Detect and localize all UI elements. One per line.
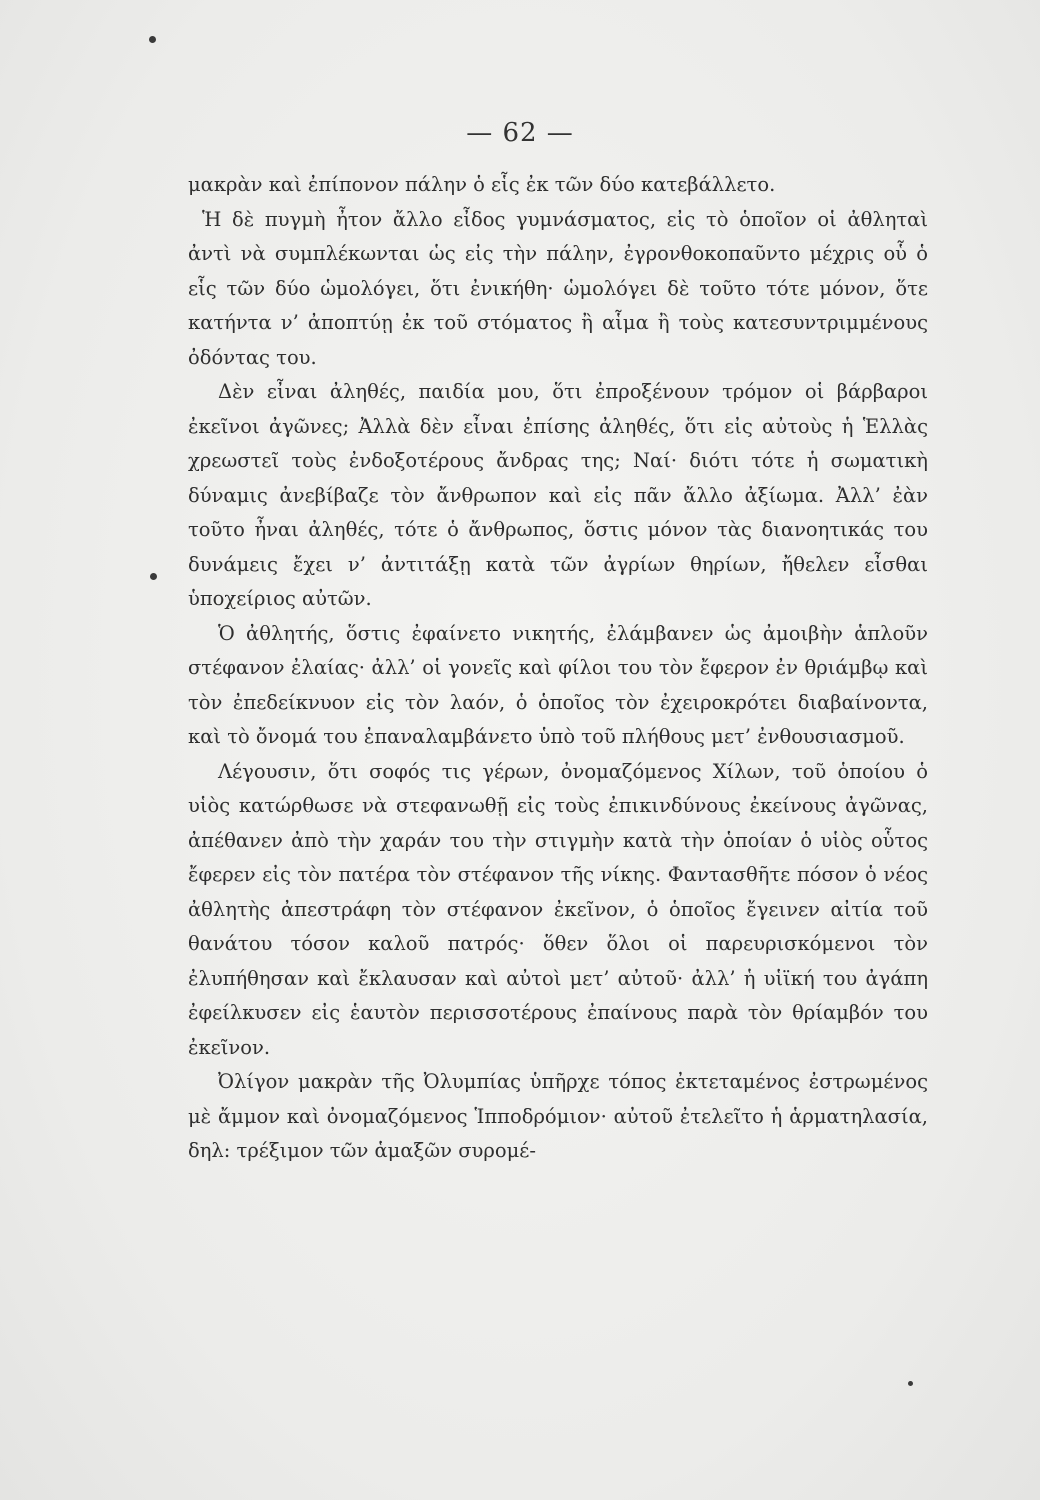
paragraph-1: μακρὰν καὶ ἐπίπονον πάλην ὁ εἷς ἐκ τῶν δύο κατεβάλλετο. [188,173,776,196]
margin-dot-middle [150,573,157,580]
paragraph-3: Δὲν εἶναι ἀληθές, παιδία μου, ὅτι ἐπροξένουν τρόμον οἱ βάρβαροι ἐκεῖνοι ἀγῶνες; Ἀλλὰ δὲν εἶναι ἐπίσης ἀληθές, ὅτι εἰς αὐτοὺς ἡ Ἑλλὰς χρεωστεῖ τοὺς ἐνδοξοτέρους ἄνδρας της; Ναί· διότι τότε ἡ σωματικὴ δύναμις ἀνεβίβαζε τὸν ἄνθρωπον καὶ εἰς πᾶν ἄλλο ἀξίωμα. Ἀλλ’ ἐὰν τοῦτο ἦναι ἀληθές, τότε ὁ ἄνθρωπος, ὅστις μόνον τὰς διανοητικάς του δυνάμεις ἔχει ν’ ἀντιτάξῃ κατὰ τῶν ἀγρίων θηρίων, ἤθελεν εἶσθαι ὑποχείριος αὐτῶν. [188,380,928,610]
page-number: — 62 — [466,118,574,148]
body-text [188,168,928,1169]
paragraph-2: Ἡ δὲ πυγμὴ ἦτον ἄλλο εἶδος γυμνάσματος, εἰς τὸ ὁποῖον οἱ ἀθληταὶ ἀντὶ νὰ συμπλέκωνται ὡς εἰς τὴν πάλην, ἐγρονθοκοπαῦντο μέχρις οὗ ὁ εἷς τῶν δύο ὡμολόγει, ὅτι ἐνικήθη· ὡμολόγει δὲ τοῦτο τότε μόνον, ὅτε κατήντα ν’ ἀποπτύῃ ἐκ τοῦ στόματος ἢ αἷμα ἢ τοὺς κατεσυντριμμένους ὀδόντας του. [188,207,928,369]
margin-dot-top [149,36,156,43]
margin-dot-bottom [908,1381,913,1386]
paragraph-6: Ὀλίγον μακρὰν τῆς Ὀλυμπίας ὑπῆρχε τόπος ἐκτεταμένος ἐστρωμένος μὲ ἄμμον καὶ ὀνομαζόμενος Ἱπποδρόμιον· αὐτοῦ ἐτελεῖτο ἡ ἁρματηλασία, δηλ: τρέξιμον τῶν ἁμαξῶν συρομέ- [188,1070,928,1162]
paragraph-4: Ὁ ἀθλητής, ὅστις ἐφαίνετο νικητής, ἐλάμβανεν ὡς ἀμοιβὴν ἁπλοῦν στέφανον ἐλαίας· ἀλλ’ οἱ γονεῖς καὶ φίλοι του τὸν ἔφερον ἐν θριάμβῳ καὶ τὸν ἐπεδείκνυον εἰς τὸν λαόν, ὁ ὁποῖος τὸν ἐχειροκρότει διαβαίνοντα, καὶ τὸ ὄνομά του ἐπαναλαμβάνετο ὑπὸ τοῦ πλήθους μετ’ ἐνθουσιασμοῦ. [188,621,928,748]
paragraph-5: Λέγουσιν, ὅτι σοφός τις γέρων, ὀνομαζόμενος Χίλων, τοῦ ὁποίου ὁ υἱὸς κατώρθωσε νὰ στεφανωθῇ εἰς τοὺς ἐπικινδύνους ἐκείνους ἀγῶνας, ἀπέθανεν ἀπὸ τὴν χαράν του τὴν στιγμὴν κατὰ τὴν ὁποίαν ὁ υἱὸς οὗτος ἔφερεν εἰς τὸν πατέρα τὸν στέφανον τῆς νίκης. Φαντασθῆτε πόσον ὁ νέος ἀθλητὴς ἀπεστράφη τὸν στέφανον ἐκεῖνον, ὁ ὁποῖος ἔγεινεν αἰτία τοῦ θανάτου τόσον καλοῦ πατρός· ὅθεν ὅλοι οἱ παρευρισκόμενοι τὸν ἐλυπήθησαν καὶ ἔκλαυσαν καὶ αὐτοὶ μετ’ αὐτοῦ· ἀλλ’ ἡ υἱϊκή του ἀγάπη ἐφείλκυσεν εἰς ἑαυτὸν περισσοτέρους ἐπαίνους παρὰ τὸν θρίαμβόν του ἐκεῖνον. [188,759,928,1059]
